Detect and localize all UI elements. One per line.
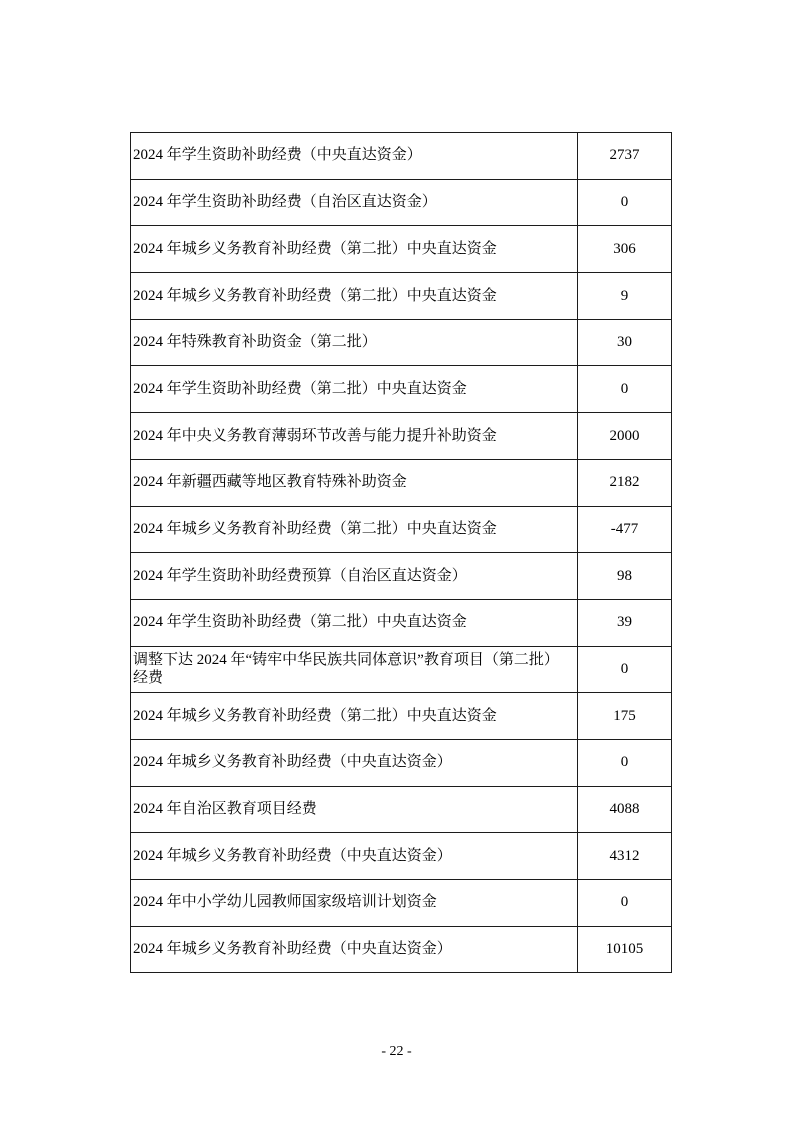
table-body xyxy=(131,133,672,973)
funding-item-value: 2182 xyxy=(578,459,672,506)
funding-item-label: 2024 年中小学幼儿园教师国家级培训计划资金 xyxy=(131,880,578,927)
table-row xyxy=(131,459,672,506)
funding-item-value: 0 xyxy=(578,179,672,226)
funding-item-value: 175 xyxy=(578,693,672,740)
table-row xyxy=(131,179,672,226)
table-row xyxy=(131,833,672,880)
table-row xyxy=(131,739,672,786)
funding-item-label: 2024 年中央义务教育薄弱环节改善与能力提升补助资金 xyxy=(131,413,578,460)
table-row xyxy=(131,553,672,600)
table-row xyxy=(131,413,672,460)
table-row xyxy=(131,506,672,553)
funding-item-value: 4312 xyxy=(578,833,672,880)
funding-item-label: 2024 年城乡义务教育补助经费（第二批）中央直达资金 xyxy=(131,273,578,320)
funding-item-value: 4088 xyxy=(578,786,672,833)
table-row xyxy=(131,880,672,927)
funding-item-label: 2024 年城乡义务教育补助经费（第二批）中央直达资金 xyxy=(131,506,578,553)
funding-item-value: 2737 xyxy=(578,133,672,180)
funding-item-value: -477 xyxy=(578,506,672,553)
funding-item-label: 2024 年特殊教育补助资金（第二批） xyxy=(131,319,578,366)
table-row xyxy=(131,366,672,413)
table-row xyxy=(131,133,672,180)
funding-item-label: 2024 年学生资助补助经费（第二批）中央直达资金 xyxy=(131,599,578,646)
funding-item-value: 0 xyxy=(578,880,672,927)
funding-item-value: 0 xyxy=(578,366,672,413)
funding-item-label: 2024 年学生资助补助经费（自治区直达资金） xyxy=(131,179,578,226)
funding-table xyxy=(130,132,672,973)
table-row xyxy=(131,646,672,693)
funding-item-value: 0 xyxy=(578,646,672,693)
table-row xyxy=(131,273,672,320)
funding-item-label: 2024 年新疆西藏等地区教育特殊补助资金 xyxy=(131,459,578,506)
funding-item-label: 2024 年城乡义务教育补助经费（第二批）中央直达资金 xyxy=(131,226,578,273)
funding-item-label: 2024 年学生资助补助经费（第二批）中央直达资金 xyxy=(131,366,578,413)
funding-item-value: 9 xyxy=(578,273,672,320)
funding-item-value: 39 xyxy=(578,599,672,646)
table-row xyxy=(131,226,672,273)
table-row xyxy=(131,599,672,646)
funding-item-value: 306 xyxy=(578,226,672,273)
table-row xyxy=(131,926,672,973)
funding-item-value: 30 xyxy=(578,319,672,366)
table-row xyxy=(131,786,672,833)
table-row xyxy=(131,319,672,366)
funding-item-label: 2024 年自治区教育项目经费 xyxy=(131,786,578,833)
table-row xyxy=(131,693,672,740)
funding-item-value: 10105 xyxy=(578,926,672,973)
funding-item-value: 0 xyxy=(578,739,672,786)
funding-item-label: 2024 年城乡义务教育补助经费（第二批）中央直达资金 xyxy=(131,693,578,740)
funding-item-label: 2024 年城乡义务教育补助经费（中央直达资金） xyxy=(131,926,578,973)
funding-item-label: 2024 年城乡义务教育补助经费（中央直达资金） xyxy=(131,833,578,880)
funding-item-value: 2000 xyxy=(578,413,672,460)
funding-item-value: 98 xyxy=(578,553,672,600)
funding-item-label: 调整下达 2024 年“铸牢中华民族共同体意识”教育项目（第二批）经费 xyxy=(131,646,578,693)
funding-item-label: 2024 年学生资助补助经费（中央直达资金） xyxy=(131,133,578,180)
funding-item-label: 2024 年城乡义务教育补助经费（中央直达资金） xyxy=(131,739,578,786)
funding-item-label: 2024 年学生资助补助经费预算（自治区直达资金） xyxy=(131,553,578,600)
page-number: - 22 - xyxy=(381,1044,412,1059)
